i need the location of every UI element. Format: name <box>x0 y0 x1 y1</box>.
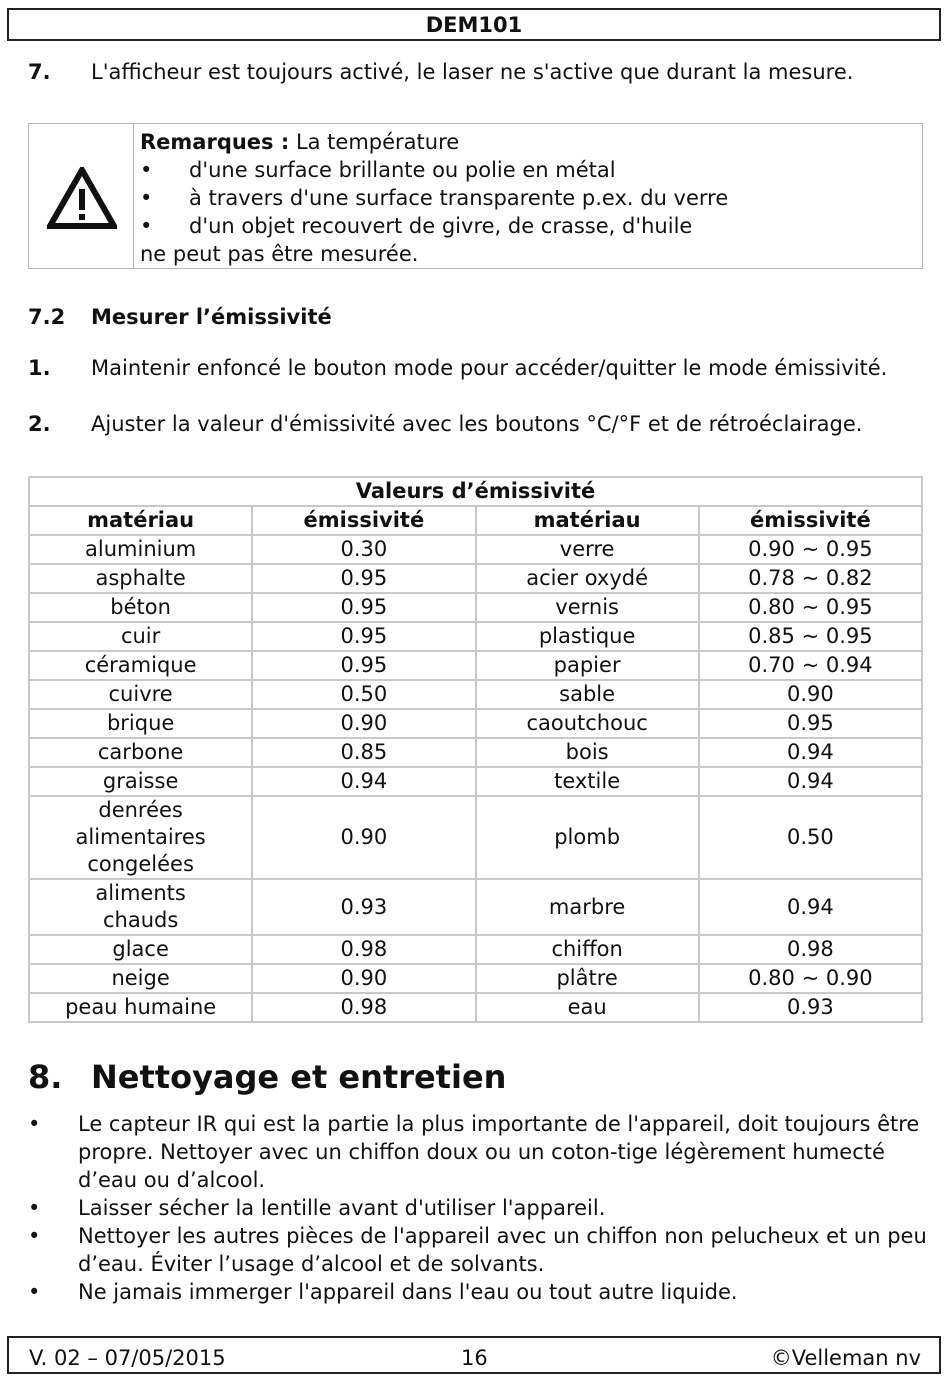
material-cell: graisse <box>29 767 252 796</box>
table-row <box>29 767 922 796</box>
step-text: L'afficheur est toujours activé, le laser ne s'active que durant la mesure. <box>91 60 854 84</box>
remark-bullet: • d'une surface brillante ou polie en métal <box>140 158 616 182</box>
table-row <box>29 593 922 622</box>
material-cell: plâtre <box>476 964 699 993</box>
material-cell: denrées alimentaires congelées <box>29 796 252 879</box>
emissivity-cell: 0.90 <box>252 709 475 738</box>
emissivity-cell: 0.95 <box>252 593 475 622</box>
table-title: Valeurs d’émissivité <box>29 477 922 506</box>
table-row <box>29 709 922 738</box>
material-cell: glace <box>29 935 252 964</box>
list-item-text: Ne jamais immerger l'appareil dans l'eau ou tout autre liquide. <box>78 1280 738 1304</box>
emissivity-cell: 0.90 ~ 0.95 <box>699 535 922 564</box>
table-body <box>29 535 922 1022</box>
list-item-text: Laisser sécher la lentille avant d'utiliser l'appareil. <box>78 1196 606 1220</box>
material-cell: peau humaine <box>29 993 252 1022</box>
step-text: Ajuster la valeur d'émissivité avec les boutons °C/°F et de rétroéclairage. <box>91 412 863 436</box>
emissivity-table <box>28 476 923 1023</box>
material-cell: verre <box>476 535 699 564</box>
remark-icon-cell <box>29 124 134 268</box>
footer-version: V. 02 – 07/05/2015 <box>29 1346 226 1370</box>
material-cell: aluminium <box>29 535 252 564</box>
material-cell: marbre <box>476 879 699 935</box>
table-row <box>29 796 922 879</box>
section-number: 7.2 <box>28 305 66 329</box>
step-number: 2. <box>28 412 51 436</box>
emissivity-cell: 0.80 ~ 0.95 <box>699 593 922 622</box>
table-row <box>29 879 922 935</box>
emissivity-cell: 0.95 <box>699 709 922 738</box>
list-item-text: Nettoyer les autres pièces de l'appareil avec un chiffon non pelucheux et un peu d’eau. Éviter l’usage d’alcool et de solvants. <box>78 1224 927 1276</box>
table-row <box>29 680 922 709</box>
list-item: • Le capteur IR qui est la partie la plus importante de l'appareil, doit toujours être propre. Nettoyer avec un chiffon doux ou un coton-tige légèrement humecté d’eau ou d’alcool. <box>28 1112 920 1192</box>
table-row <box>29 564 922 593</box>
section-title: Mesurer l’émissivité <box>91 305 332 329</box>
list-item: • Ne jamais immerger l'appareil dans l'eau ou tout autre liquide. <box>28 1280 738 1304</box>
emissivity-cell: 0.78 ~ 0.82 <box>699 564 922 593</box>
footer-copyright: ©Velleman nv <box>770 1346 921 1370</box>
footer-page-number: 16 <box>461 1346 488 1370</box>
step-number: 7. <box>28 60 51 84</box>
material-cell: vernis <box>476 593 699 622</box>
section-title: Nettoyage et entretien <box>91 1058 507 1096</box>
table-row <box>29 535 922 564</box>
column-header: matériau <box>29 506 252 535</box>
emissivity-cell: 0.50 <box>699 796 922 879</box>
column-header: matériau <box>476 506 699 535</box>
emissivity-cell: 0.90 <box>252 964 475 993</box>
cleaning-list <box>28 1110 928 1306</box>
remark-intro: La température <box>289 130 460 154</box>
header-title: DEM101 <box>425 13 523 37</box>
material-cell: acier oxydé <box>476 564 699 593</box>
material-cell: papier <box>476 651 699 680</box>
material-cell: chiffon <box>476 935 699 964</box>
remark-label: Remarques : <box>140 130 290 154</box>
material-cell: brique <box>29 709 252 738</box>
table-row <box>29 738 922 767</box>
emissivity-cell: 0.98 <box>252 993 475 1022</box>
emissivity-cell: 0.94 <box>699 767 922 796</box>
list-item-text: Le capteur IR qui est la partie la plus importante de l'appareil, doit toujours être propre. Nettoyer avec un chiffon doux ou un coton-tige légèrement humecté d’eau ou d’alcool. <box>78 1112 920 1192</box>
table-row <box>29 622 922 651</box>
material-cell: carbone <box>29 738 252 767</box>
remark-bullet-text: à travers d'une surface transparente p.ex. du verre <box>189 186 729 210</box>
remark-bullet-text: d'une surface brillante ou polie en métal <box>189 158 616 182</box>
remark-bullet: • d'un objet recouvert de givre, de crasse, d'huile <box>140 214 693 238</box>
emissivity-cell: 0.80 ~ 0.90 <box>699 964 922 993</box>
material-cell: sable <box>476 680 699 709</box>
emissivity-cell: 0.93 <box>252 879 475 935</box>
emissivity-cell: 0.98 <box>699 935 922 964</box>
material-cell: plomb <box>476 796 699 879</box>
remark-outro: ne peut pas être mesurée. <box>140 242 419 266</box>
material-cell: neige <box>29 964 252 993</box>
list-item: • Laisser sécher la lentille avant d'utiliser l'appareil. <box>28 1196 606 1220</box>
table-row <box>29 964 922 993</box>
emissivity-cell: 0.90 <box>252 796 475 879</box>
material-cell: bois <box>476 738 699 767</box>
table-row <box>29 993 922 1022</box>
emissivity-cell: 0.85 ~ 0.95 <box>699 622 922 651</box>
emissivity-cell: 0.95 <box>252 564 475 593</box>
material-cell: béton <box>29 593 252 622</box>
emissivity-cell: 0.70 ~ 0.94 <box>699 651 922 680</box>
step-number: 1. <box>28 356 51 380</box>
emissivity-cell: 0.93 <box>699 993 922 1022</box>
page-footer <box>7 1336 941 1374</box>
material-cell: plastique <box>476 622 699 651</box>
emissivity-cell: 0.50 <box>252 680 475 709</box>
remark-text <box>140 128 920 268</box>
emissivity-cell: 0.94 <box>699 879 922 935</box>
emissivity-cell: 0.85 <box>252 738 475 767</box>
material-cell: textile <box>476 767 699 796</box>
remark-box <box>28 123 923 269</box>
column-header: émissivité <box>699 506 922 535</box>
emissivity-cell: 0.95 <box>252 651 475 680</box>
remark-bullet-text: d'un objet recouvert de givre, de crasse, d'huile <box>189 214 693 238</box>
material-cell: cuivre <box>29 680 252 709</box>
emissivity-cell: 0.94 <box>252 767 475 796</box>
material-cell: caoutchouc <box>476 709 699 738</box>
material-cell: eau <box>476 993 699 1022</box>
emissivity-cell: 0.90 <box>699 680 922 709</box>
emissivity-cell: 0.95 <box>252 622 475 651</box>
material-cell: cuir <box>29 622 252 651</box>
column-header: émissivité <box>252 506 475 535</box>
emissivity-cell: 0.98 <box>252 935 475 964</box>
page-header <box>7 8 941 41</box>
emissivity-cell: 0.30 <box>252 535 475 564</box>
table-row <box>29 935 922 964</box>
remark-bullet: • à travers d'une surface transparente p.ex. du verre <box>140 186 729 210</box>
material-cell: asphalte <box>29 564 252 593</box>
material-cell: aliments chauds <box>29 879 252 935</box>
material-cell: céramique <box>29 651 252 680</box>
table-row <box>29 651 922 680</box>
section-number: 8. <box>28 1058 63 1096</box>
emissivity-cell: 0.94 <box>699 738 922 767</box>
warning-triangle-icon <box>47 167 117 229</box>
list-item: • Nettoyer les autres pièces de l'appareil avec un chiffon non pelucheux et un peu d’eau. Éviter l’usage d’alcool et de solvants. <box>28 1224 927 1276</box>
remark-intro-line <box>140 128 920 156</box>
table-header-row <box>29 506 922 535</box>
step-text: Maintenir enfoncé le bouton mode pour accéder/quitter le mode émissivité. <box>91 356 888 380</box>
